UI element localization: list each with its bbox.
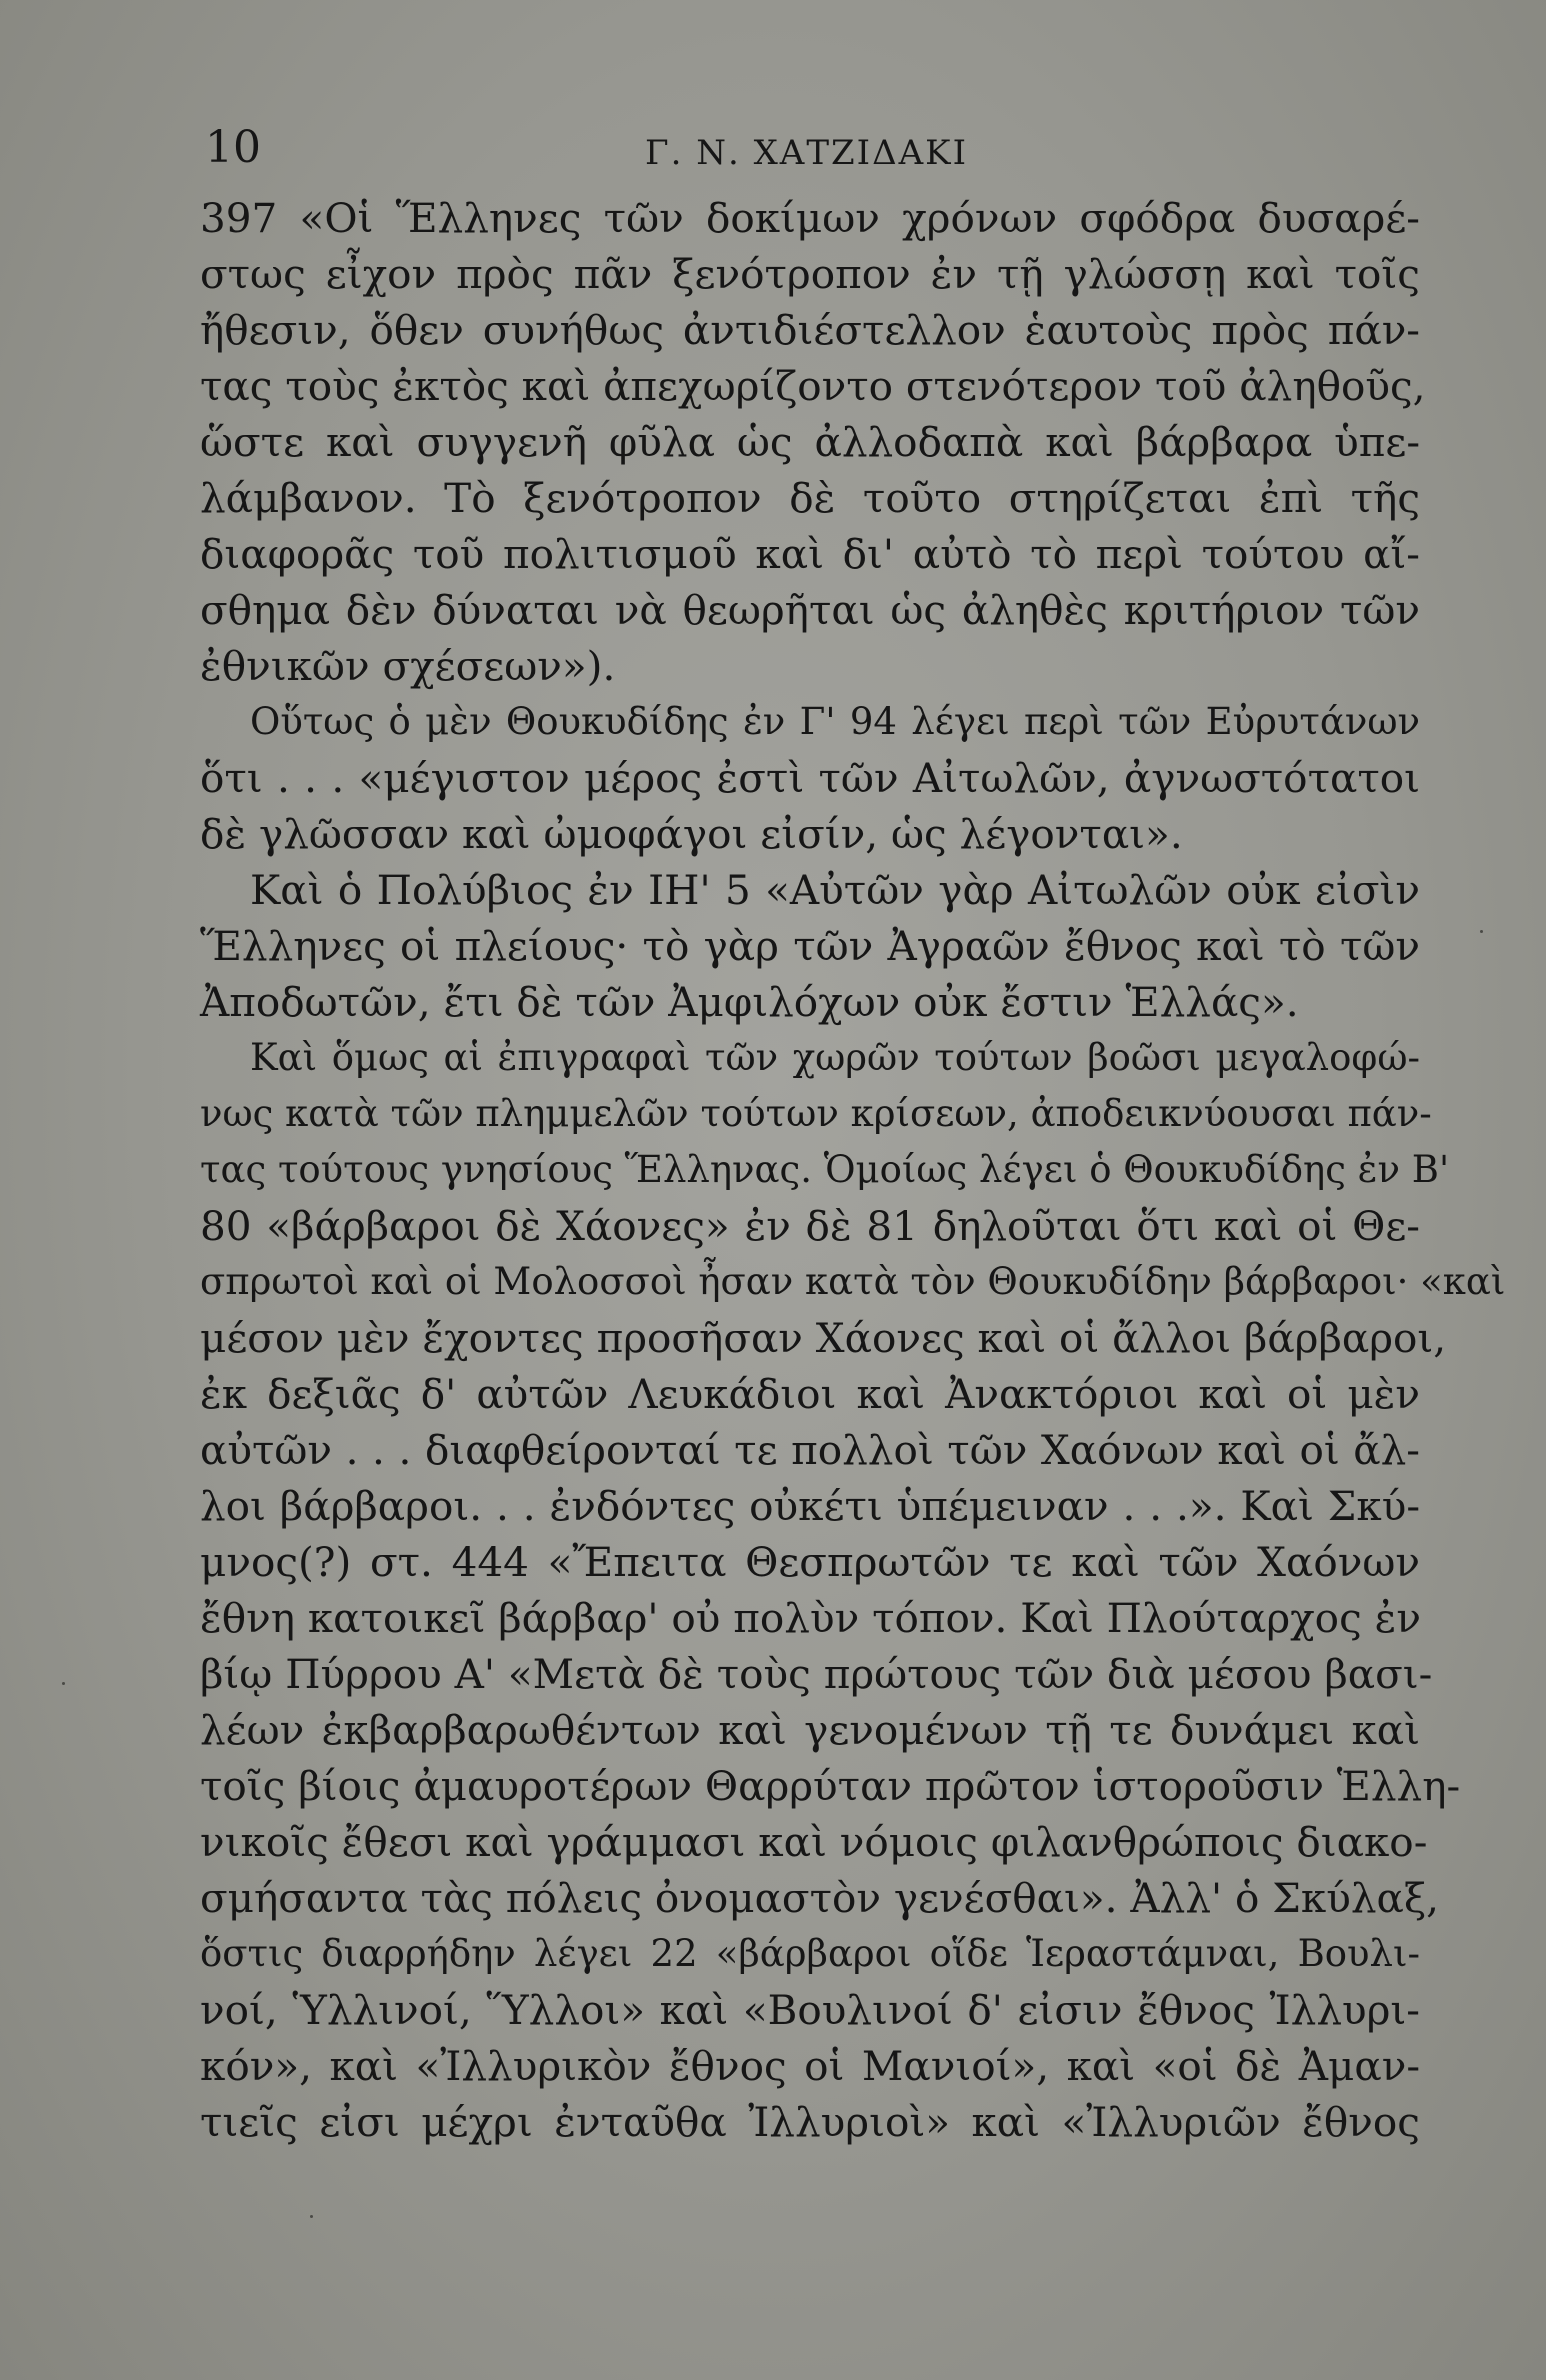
paper-speck: [62, 1682, 65, 1685]
text-line: Καὶ ὁ Πολύβιος ἐν ΙΗ' 5 «Αὐτῶν γὰρ Αἰτωλῶν οὐκ εἰσὶν: [250, 866, 1420, 914]
text-line: ὅστις διαρρήδην λέγει 22 «βάρβαροι οἵδε Ἱεραστάμναι, Βουλι-: [200, 1932, 1420, 1975]
page-header: [205, 122, 1405, 182]
text-line: σπρωτοὶ καὶ οἱ Μολοσσοὶ ἦσαν κατὰ τὸν Θουκυδίδην βάρβαροι· «καὶ: [200, 1260, 1506, 1303]
text-line: ἤθεσιν, ὅθεν συνήθως ἀντιδιέστελλον ἑαυτοὺς πρὸς πάν-: [200, 306, 1420, 354]
text-line: Καὶ ὅμως αἱ ἐπιγραφαὶ τῶν χωρῶν τούτων βοῶσι μεγαλοφώ-: [250, 1036, 1420, 1079]
text-line: δὲ γλῶσσαν καὶ ὠμοφάγοι εἰσίν, ὡς λέγονται».: [200, 810, 1183, 858]
page-number: 10: [205, 122, 261, 173]
text-line: μνος(?) στ. 444 «Ἔπειτα Θεσπρωτῶν τε καὶ τῶν Χαόνων: [200, 1538, 1420, 1586]
text-line: νικοῖς ἔθεσι καὶ γράμμασι καὶ νόμοις φιλανθρώποις διακο-: [200, 1818, 1428, 1866]
paper-speck: [1480, 930, 1483, 933]
text-line: κόν», καὶ «Ἰλλυρικὸν ἔθνος οἱ Μανιοί», καὶ «οἱ δὲ Ἀμαν-: [200, 2042, 1420, 2090]
running-head: Γ. Ν. ΧΑΤΖΙΔΑΚΙ: [645, 133, 969, 173]
paper-speck: [310, 2215, 313, 2218]
text-line: ἔθνη κατοικεῖ βάρβαρ' οὐ πολὺν τόπον. Καὶ Πλούταρχος ἐν: [200, 1594, 1421, 1642]
text-line: 397 «Οἱ Ἕλληνες τῶν δοκίμων χρόνων σφόδρα δυσαρέ-: [200, 194, 1420, 242]
text-line: τας τοὺς ἐκτὸς καὶ ἀπεχωρίζοντο στενότερον τοῦ ἀληθοῦς,: [200, 362, 1426, 410]
body-text: [200, 190, 1506, 2150]
text-line: Ἕλληνες οἱ πλείους· τὸ γὰρ τῶν Ἀγραῶν ἔθνος καὶ τὸ τῶν: [200, 922, 1420, 970]
text-line: Οὕτως ὁ μὲν Θουκυδίδης ἐν Γ' 94 λέγει περὶ τῶν Εὐρυτάνων: [250, 700, 1420, 743]
text-line: βίῳ Πύρρου Α' «Μετὰ δὲ τοὺς πρώτους τῶν διὰ μέσου βασι-: [200, 1650, 1433, 1698]
text-line: νως κατὰ τῶν πλημμελῶν τούτων κρίσεων, ἀποδεικνύουσαι πάν-: [200, 1092, 1432, 1135]
text-line: ὅτι . . . «μέγιστον μέρος ἐστὶ τῶν Αἰτωλῶν, ἀγνωστότατοι: [200, 754, 1420, 802]
text-line: ὥστε καὶ συγγενῆ φῦλα ὡς ἀλλοδαπὰ καὶ βάρβαρα ὑπε-: [200, 418, 1420, 466]
text-line: λέων ἐκβαρβαρωθέντων καὶ γενομένων τῇ τε δυνάμει καὶ: [200, 1706, 1420, 1754]
text-line: τας τούτους γνησίους Ἕλληνας. Ὁμοίως λέγει ὁ Θουκυδίδης ἐν Β': [200, 1148, 1450, 1191]
text-line: Ἀποδωτῶν, ἔτι δὲ τῶν Ἀμφιλόχων οὐκ ἔστιν Ἑλλάς».: [200, 978, 1299, 1026]
text-line: ἐκ δεξιᾶς δ' αὐτῶν Λευκάδιοι καὶ Ἀνακτόριοι καὶ οἱ μὲν: [200, 1370, 1420, 1418]
text-line: διαφορᾶς τοῦ πολιτισμοῦ καὶ δι' αὐτὸ τὸ περὶ τούτου αἴ-: [200, 530, 1420, 578]
text-line: τιεῖς εἰσι μέχρι ἐνταῦθα Ἰλλυριοὶ» καὶ «Ἰλλυριῶν ἔθνος: [200, 2098, 1420, 2146]
text-line: μέσον μὲν ἔχοντες προσῆσαν Χάονες καὶ οἱ ἄλλοι βάρβαροι,: [200, 1314, 1447, 1362]
text-line: αὐτῶν . . . διαφθείρονταί τε πολλοὶ τῶν Χαόνων καὶ οἱ ἄλ-: [200, 1426, 1420, 1474]
text-line: 80 «βάρβαροι δὲ Χάονες» ἐν δὲ 81 δηλοῦται ὅτι καὶ οἱ Θε-: [200, 1202, 1420, 1250]
text-line: σθημα δὲν δύναται νὰ θεωρῆται ὡς ἀληθὲς κριτήριον τῶν: [200, 586, 1420, 634]
text-line: σμήσαντα τὰς πόλεις ὀνομαστὸν γενέσθαι». Ἀλλ' ὁ Σκύλαξ,: [200, 1874, 1440, 1922]
text-line: λάμβανον. Τὸ ξενότροπον δὲ τοῦτο στηρίζεται ἐπὶ τῆς: [200, 474, 1420, 522]
text-line: νοί, Ὑλλινοί, Ὕλλοι» καὶ «Βουλινοί δ' εἰσιν ἔθνος Ἰλλυρι-: [200, 1986, 1420, 2034]
text-line: λοι βάρβαροι. . . ἐνδόντες οὐκέτι ὑπέμειναν . . .». Καὶ Σκύ-: [200, 1482, 1420, 1530]
text-line: τοῖς βίοις ἀμαυροτέρων Θαρρύταν πρῶτον ἱστοροῦσιν Ἑλλη-: [200, 1762, 1461, 1810]
text-line: ἐθνικῶν σχέσεων»).: [200, 642, 616, 690]
text-line: στως εἶχον πρὸς πᾶν ξενότροπον ἐν τῇ γλώσσῃ καὶ τοῖς: [200, 250, 1420, 298]
